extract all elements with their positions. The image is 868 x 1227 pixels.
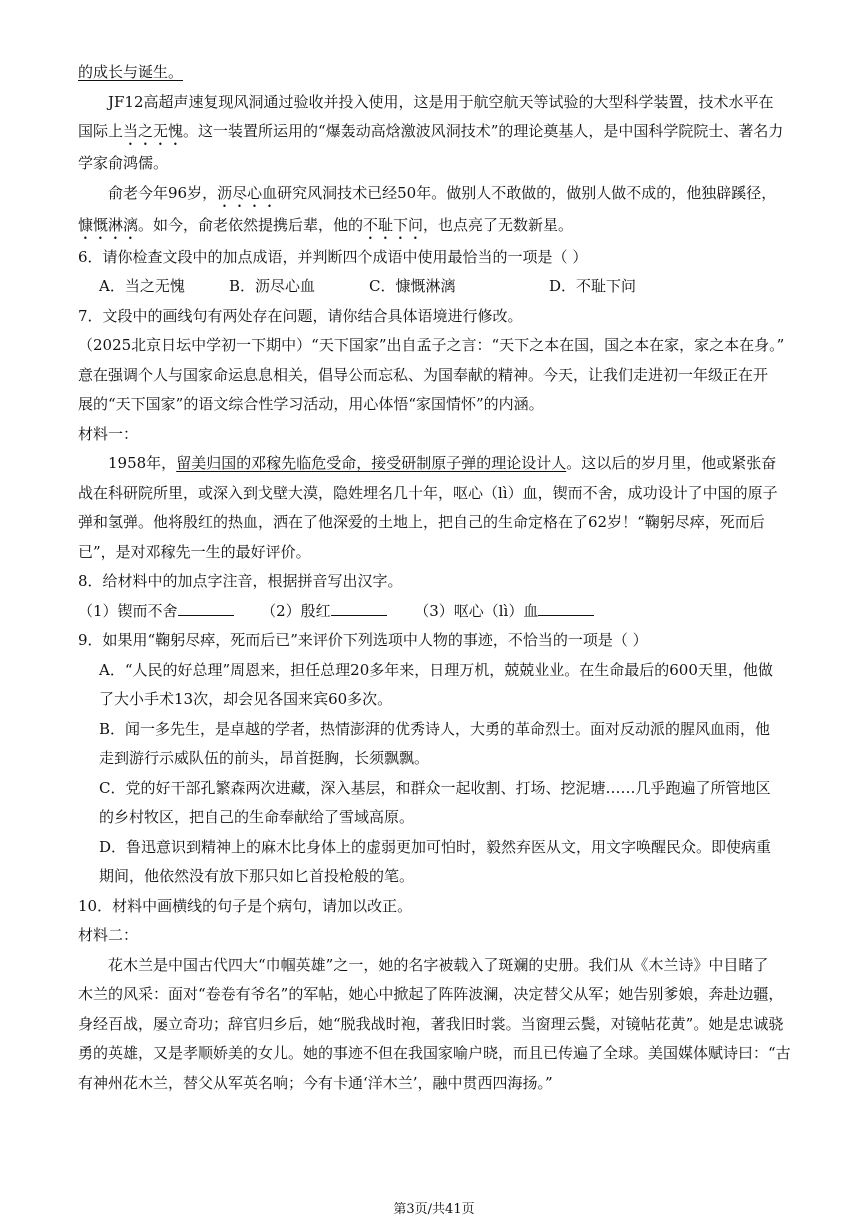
text-line [78, 58, 798, 88]
option-d: D．不耻下问 [549, 277, 637, 295]
option-b-cont: 走到游行示威队伍的前头，昂首挺胸，长须飘飘。 [99, 749, 430, 767]
option-b: B．闻一多先生，是卓越的学者，热情澎湃的优秀诗人，大勇的革命烈士。面对反动派的腥风血雨，他 [99, 719, 771, 738]
text-span: 。这一装置所运用的“爆轰动高焓激波风洞技术”的理论奠基人，是中国科学院院士、著名力 [183, 122, 784, 140]
dotted-idiom: 不耻下问 [363, 215, 424, 234]
intro-line: （2025北京日坛中学初一下期中）“天下国家”出自孟子之言：“天下之本在国，国之本在家，家之本在身。” [78, 336, 785, 354]
answer-blank-3[interactable] [538, 601, 594, 616]
option-c: C．党的好干部孔繁森两次进藏，深入基层，和群众一起收割、打场、挖泥塘……几乎跑遍了所管地区 [99, 778, 771, 797]
option-c: C．慷慨淋漓 [369, 277, 456, 295]
text-span: 。这以后的岁月里，他或紧张奋 [566, 454, 777, 472]
paragraph-line [78, 211, 798, 243]
option-d: D．鲁迅意识到精神上的麻木比身体上的虚弱更加可怕时，毅然弃医从文，用文字唤醒民众。即使病重 [99, 837, 772, 856]
question-6: 6．请你检查文段中的加点成语，并判断四个成语中使用最恰当的一项是（ ） [78, 247, 588, 266]
text-span: ，也点亮了无数新星。 [423, 215, 574, 234]
option-a-cont: 了大小手术13次，却会见各国来宾60多次。 [99, 690, 393, 708]
option-b: B．沥尽心血 [229, 277, 316, 295]
paragraph-line: 战在科研院所里，或深入到戈壁大漠，隐姓埋名几十年，呕心（lì）血，锲而不舍，成功设计了中国的原子 [78, 483, 778, 502]
question-7: 7．文段中的画线句有两处存在问题，请你结合具体语境进行修改。 [78, 306, 523, 325]
intro-line: 意在强调个人与国家命运息息相关，倡导公而忘私、为国奉献的精神。今天，让我们走进初一年级正在开 [78, 365, 769, 384]
blank-label-3: （3）呕心（lì）血 [414, 601, 539, 620]
paragraph-line: 花木兰是中国古代四大“巾帼英雄”之一，她的名字被载入了斑斓的史册。我们从《木兰诗》中目睹了 [108, 955, 769, 974]
underlined-text: 的成长与诞生。 [78, 63, 184, 81]
question-8: 8．给材料中的加点字注音，根据拼音写出汉字。 [78, 572, 403, 590]
blank-label-2: （2）殷红 [261, 601, 331, 620]
paragraph-line: 弹和氢弹。他将殷红的热血，洒在了他深爱的土地上，把自己的生命定格在了62岁！“鞠躬尽瘁，死而后 [78, 513, 765, 531]
option-a: A．“人民的好总理”周恩来，担任总理20多年来，日理万机，兢兢业业。在生命最后的600天里，他做 [99, 660, 773, 679]
option-c-cont: 的乡村牧区，把自己的生命奉献给了雪域高原。 [99, 808, 415, 826]
material-1-heading: 材料一： [78, 424, 139, 443]
material-2-heading: 材料二： [78, 926, 139, 944]
paragraph-line [78, 179, 798, 211]
paragraph-line: 有神州花木兰，替父从军英名响；今有卡通‘洋木兰’，融中贯西四海扬。” [78, 1073, 553, 1092]
dotted-idiom: 沥尽心血 [217, 183, 278, 202]
paragraph-line: 身经百战，屡立奇功；辞官归乡后，她“脱我战时袍，著我旧时裳。当窗理云鬓，对镜帖花黄”。她是忠诚骁 [78, 1014, 784, 1033]
paragraph-line: 学家俞鸿儒。 [78, 154, 169, 172]
intro-line: 展的“天下国家”的语文综合性学习活动，用心体悟“家国情怀”的内涵。 [78, 395, 544, 413]
dotted-idiom: 当之无愧 [123, 122, 184, 140]
answer-blank-2[interactable] [331, 601, 387, 616]
text-span: 研究风洞技术已经50年。做别人不敢做的，做别人做不成的，他独辟蹊径， [277, 183, 777, 202]
paragraph-line: 已”，是对邓稼先一生的最好评价。 [78, 542, 311, 561]
question-9: 9．如果用“鞠躬尽瘁，死而后已”来评价下列选项中人物的事迹，不恰当的一项是（ ） [78, 631, 648, 649]
text-span: 俞老今年96岁， [108, 183, 218, 202]
dotted-idiom: 慷慨淋漓 [78, 215, 139, 234]
page-number: 第3页/共41页 [393, 1202, 475, 1217]
paragraph-line: 木兰的风采：面对“卷卷有爷名”的军帖，她心中掀起了阵阵波澜，决定替父从军；她告别爹娘，奔赴边疆， [78, 985, 784, 1003]
document-page [78, 58, 798, 1098]
paragraph-line [78, 449, 798, 479]
blank-label-1: （1）锲而不舍 [78, 601, 178, 620]
text-span: 国际上 [78, 122, 124, 140]
text-span: 。如今，俞老依然提携后辈，他的 [138, 215, 364, 234]
paragraph-line [78, 117, 798, 149]
paragraph-line: 勇的英雄，又是孝顺娇美的女儿。她的事迹不但在我国家喻户晓，而且已传遍了全球。美国媒体赋诗曰：“古 [78, 1044, 791, 1062]
answer-blank-1[interactable] [178, 601, 234, 616]
paragraph-line: JF12高超声速复现风洞通过验收并投入使用，这是用于航空航天等试验的大型科学装置，技术水平在 [108, 92, 774, 111]
option-d-cont: 期间，他依然没有放下那只如匕首投枪般的笔。 [99, 867, 415, 885]
question-6-options [78, 272, 798, 302]
underlined-sentence: 留美归国的邓稼先临危受命，接受研制原子弹的理论设计人 [176, 454, 567, 472]
question-10: 10．材料中画横线的句子是个病句，请加以改正。 [78, 896, 413, 915]
question-8-blanks [78, 597, 798, 627]
option-a: A．当之无愧 [99, 277, 185, 295]
text-span: 1958年， [108, 454, 177, 472]
